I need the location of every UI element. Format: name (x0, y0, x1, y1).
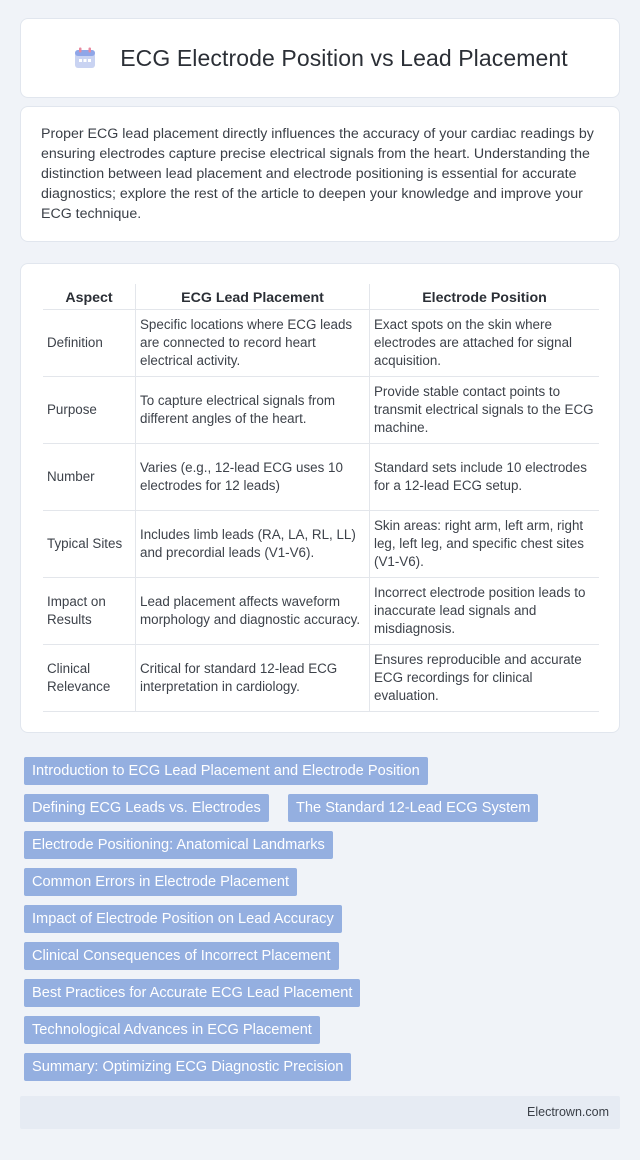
topic-link-introduction[interactable]: Introduction to ECG Lead Placement and Electrode Position (24, 757, 428, 785)
topic-link-anatomical-landmarks[interactable]: Electrode Positioning: Anatomical Landmarks (24, 831, 333, 859)
row-lead-placement: Varies (e.g., 12-lead ECG uses 10 electrodes for 12 leads) (135, 444, 369, 511)
topic-link-standard-12-lead[interactable]: The Standard 12-Lead ECG System (288, 794, 538, 822)
row-lead-placement: To capture electrical signals from different angles of the heart. (135, 377, 369, 444)
header-aspect: Aspect (43, 284, 135, 310)
table-header-row (43, 284, 599, 310)
row-electrode-position: Incorrect electrode position leads to inaccurate lead signals and misdiagnosis. (369, 578, 599, 645)
topic-link-best-practices[interactable]: Best Practices for Accurate ECG Lead Placement (24, 979, 360, 1007)
table-row (43, 511, 599, 578)
topic-link-impact-on-accuracy[interactable]: Impact of Electrode Position on Lead Accuracy (24, 905, 342, 933)
intro-card (20, 106, 620, 242)
topic-link-clinical-consequences[interactable]: Clinical Consequences of Incorrect Placement (24, 942, 339, 970)
table-row (43, 645, 599, 712)
topic-link-summary[interactable]: Summary: Optimizing ECG Diagnostic Precision (24, 1053, 351, 1081)
row-aspect: Impact on Results (43, 578, 135, 645)
row-aspect: Number (43, 444, 135, 511)
footer-site-name[interactable]: Electrown.com (527, 1105, 609, 1119)
header-electrode-position: Electrode Position (369, 284, 599, 310)
row-lead-placement: Specific locations where ECG leads are connected to record heart electrical activity. (135, 310, 369, 377)
row-electrode-position: Skin areas: right arm, left arm, right leg, left leg, and specific chest sites (V1-V6). (369, 511, 599, 578)
row-lead-placement: Critical for standard 12-lead ECG interpretation in cardiology. (135, 645, 369, 712)
row-aspect: Typical Sites (43, 511, 135, 578)
row-aspect: Clinical Relevance (43, 645, 135, 712)
row-electrode-position: Standard sets include 10 electrodes for a 12-lead ECG setup. (369, 444, 599, 511)
row-lead-placement: Lead placement affects waveform morphology and diagnostic accuracy. (135, 578, 369, 645)
calendar-icon (72, 45, 98, 71)
row-electrode-position: Ensures reproducible and accurate ECG recordings for clinical evaluation. (369, 645, 599, 712)
footer (20, 1096, 620, 1129)
topic-link-defining-leads[interactable]: Defining ECG Leads vs. Electrodes (24, 794, 269, 822)
topic-link-technological-advances[interactable]: Technological Advances in ECG Placement (24, 1016, 320, 1044)
row-lead-placement: Includes limb leads (RA, LA, RL, LL) and precordial leads (V1-V6). (135, 511, 369, 578)
page-title: ECG Electrode Position vs Lead Placement (120, 44, 568, 71)
row-aspect: Purpose (43, 377, 135, 444)
row-aspect: Definition (43, 310, 135, 377)
table-row (43, 310, 599, 377)
row-electrode-position: Provide stable contact points to transmit electrical signals to the ECG machine. (369, 377, 599, 444)
header-card (20, 18, 620, 98)
comparison-table (43, 284, 599, 712)
row-electrode-position: Exact spots on the skin where electrodes are attached for signal acquisition. (369, 310, 599, 377)
header-lead-placement: ECG Lead Placement (135, 284, 369, 310)
table-row (43, 444, 599, 511)
comparison-table-card (20, 263, 620, 733)
topic-link-common-errors[interactable]: Common Errors in Electrode Placement (24, 868, 297, 896)
table-row (43, 578, 599, 645)
intro-text: Proper ECG lead placement directly influences the accuracy of your cardiac readings by ensuring electrodes capture precise electrical signals from the heart. Understanding the distinction between lead placement and electrode positioning is essential for accurate diagnostics; explore the rest of the article to deepen your knowledge and improve your ECG technique. (41, 126, 594, 222)
table-row (43, 377, 599, 444)
